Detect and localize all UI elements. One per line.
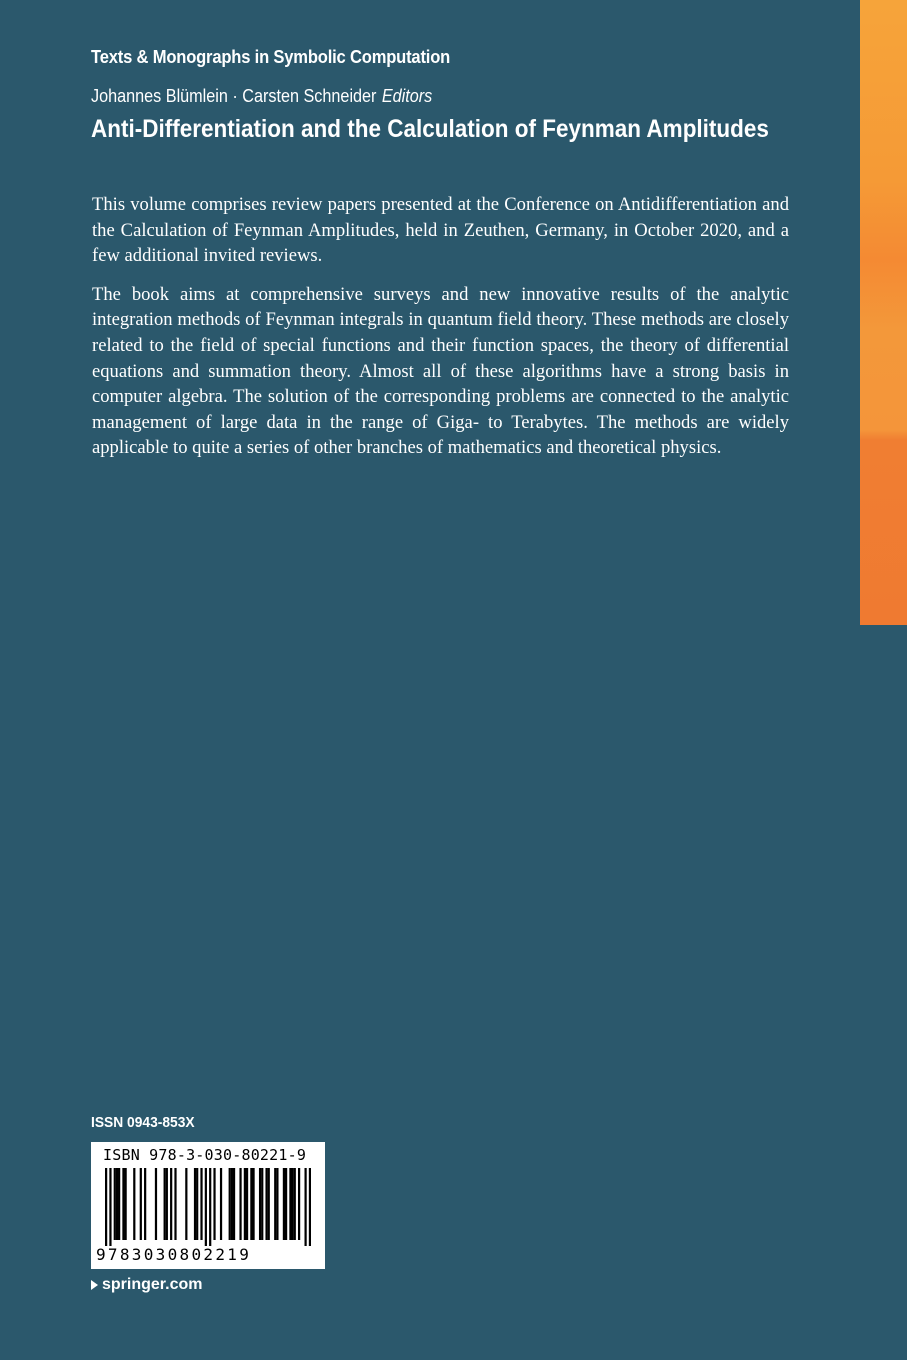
barcode-bar xyxy=(309,1168,311,1246)
barcode-bar xyxy=(174,1168,176,1240)
barcode-bar xyxy=(155,1168,157,1240)
barcode-bar xyxy=(291,1168,293,1240)
series-name: Texts & Monographs in Symbolic Computation xyxy=(91,47,451,67)
barcode-bar xyxy=(144,1168,146,1240)
barcode-bar xyxy=(213,1168,215,1240)
barcode-bar xyxy=(304,1168,306,1246)
issn: ISSN 0943-853X xyxy=(91,1114,195,1131)
isbn-number: ISBN 978-3-030-80221-9 xyxy=(103,1146,307,1164)
barcode-bar xyxy=(205,1168,207,1246)
barcode-bar xyxy=(259,1168,261,1240)
barcode-bar xyxy=(261,1168,263,1240)
barcode-bar xyxy=(105,1168,107,1246)
publisher-link[interactable] xyxy=(91,1276,202,1294)
barcode-bar xyxy=(166,1168,168,1240)
editors-line xyxy=(91,86,432,107)
book-title: Anti-Differentiation and the Calculation of Feynman Amplitudes xyxy=(91,115,769,143)
barcode-bar xyxy=(200,1168,202,1240)
editors-role: Editors xyxy=(381,86,433,106)
barcode-bar xyxy=(170,1168,172,1240)
barcode-bar xyxy=(250,1168,252,1240)
barcode-bar xyxy=(276,1168,278,1240)
barcode-bar xyxy=(220,1168,222,1240)
barcode-bar xyxy=(109,1168,111,1246)
blurb-paragraph: This volume comprises review papers presented at the Conference on Antidifferentiation and the Calculation of Feynman Amplitudes, held in Zeuthen, Germany, in October 2020, and a few additional invited reviews. xyxy=(92,194,789,267)
blurb-paragraph: The book aims at comprehensive surveys and new innovative results of the analytic integration methods of Feynman integrals in quantum field theory. These methods are closely related to the field of special functions and their function spaces, the theory of differential equations and summation theory. Almost all of these algorithms have a strong basis in computer algebra. The solution of the corresponding problems are connected to the analytic management of large data in the range of Giga- to Terabytes. The methods are widely applicable to quite a series of other branches of mathematics and theoretical physics. xyxy=(92,283,789,459)
barcode-bar xyxy=(122,1168,124,1240)
arrow-right-icon xyxy=(91,1280,98,1290)
publisher-website[interactable]: springer.com xyxy=(102,1276,203,1293)
barcode-bar xyxy=(285,1168,287,1240)
editors-names: Johannes Blümlein · Carsten Schneider xyxy=(91,86,377,106)
barcode-bar xyxy=(283,1168,285,1240)
ean-digits: 9783030802219 xyxy=(96,1245,252,1264)
barcode-bar xyxy=(116,1168,118,1240)
barcode-bar xyxy=(118,1168,120,1240)
barcode-bar xyxy=(231,1168,233,1240)
barcode-bar xyxy=(164,1168,166,1240)
accent-strip xyxy=(860,0,907,625)
barcode-bar xyxy=(185,1168,187,1240)
barcode-bar xyxy=(194,1168,196,1240)
barcode-bars xyxy=(105,1168,311,1246)
barcode-bar xyxy=(265,1168,267,1240)
barcode-bar xyxy=(196,1168,198,1240)
barcode-bar xyxy=(244,1168,246,1240)
barcode-bar xyxy=(289,1168,291,1240)
barcode-bar xyxy=(246,1168,248,1240)
barcode-bar xyxy=(114,1168,116,1240)
barcode-bar xyxy=(298,1168,300,1240)
barcode-bar xyxy=(133,1168,135,1240)
barcode-bar xyxy=(209,1168,211,1246)
barcode-bar xyxy=(268,1168,270,1240)
barcode-bar xyxy=(140,1168,142,1240)
barcode xyxy=(91,1142,325,1269)
barcode-bar xyxy=(294,1168,296,1240)
blurb xyxy=(92,192,789,474)
barcode-bar xyxy=(252,1168,254,1240)
barcode-bar xyxy=(233,1168,235,1240)
barcode-bar xyxy=(239,1168,241,1240)
barcode-bar xyxy=(125,1168,127,1240)
barcode-bar xyxy=(274,1168,276,1240)
barcode-bar xyxy=(229,1168,231,1240)
